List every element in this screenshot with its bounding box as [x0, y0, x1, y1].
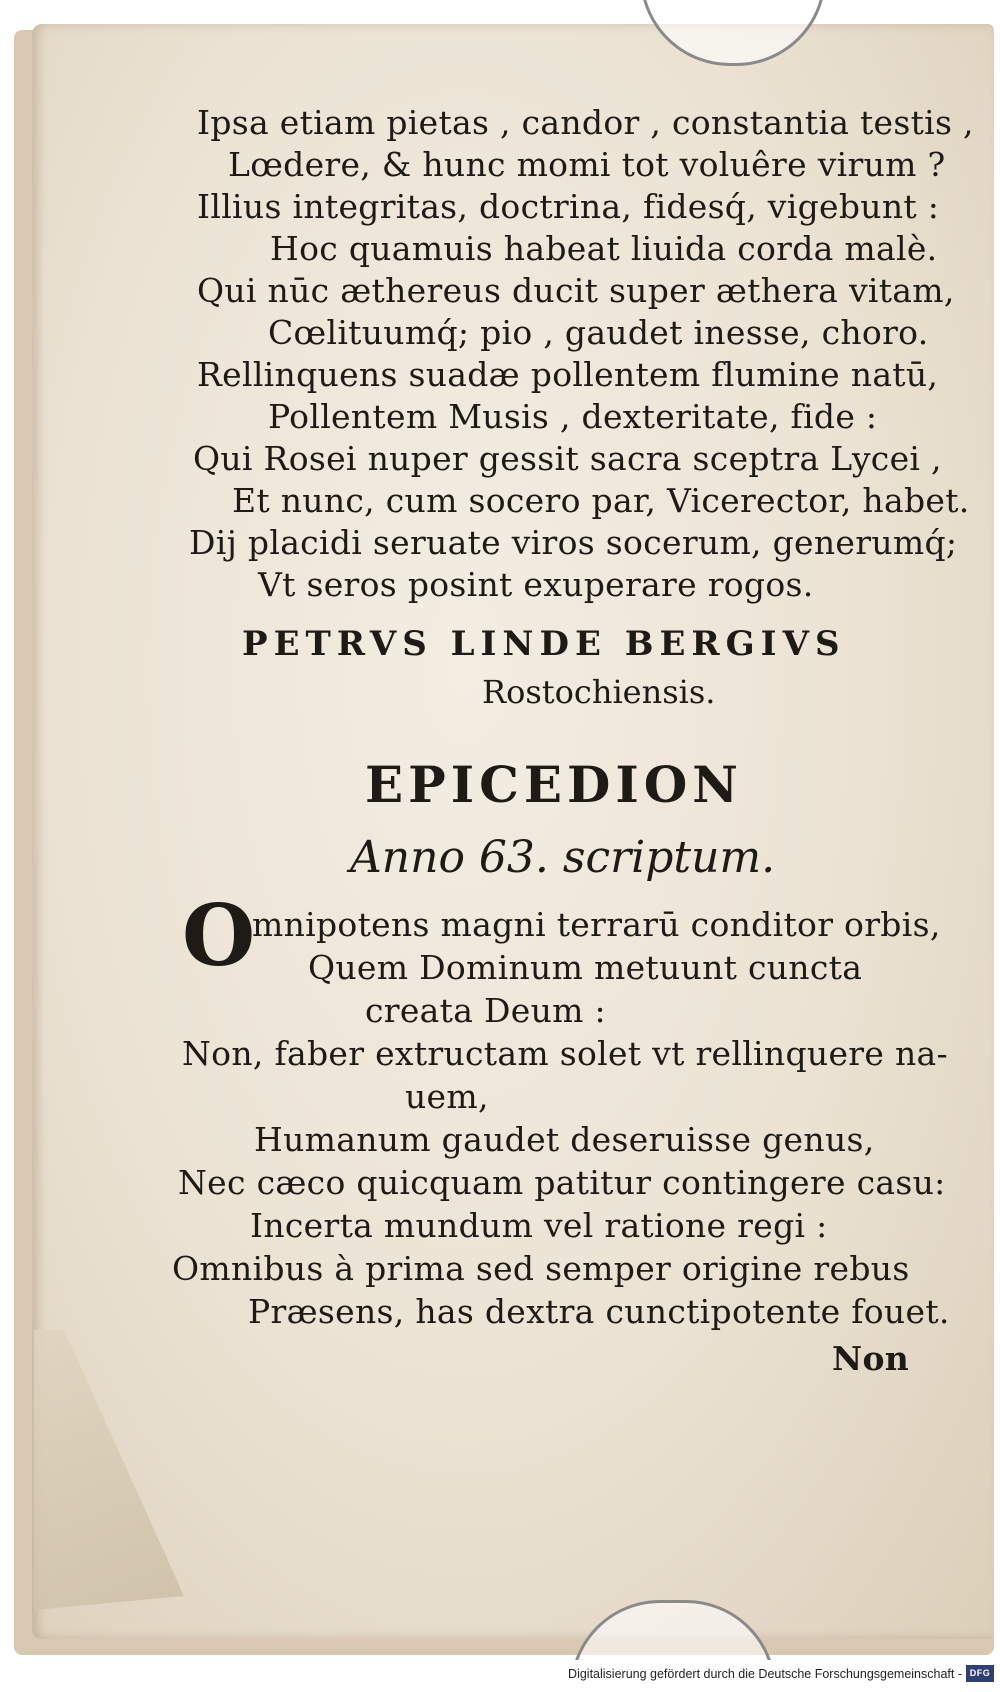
catchword: Non [832, 1339, 910, 1378]
poem-line: Lœdere, & hunc momi tot voluêre virum ? [228, 145, 946, 184]
poem-line: Pollentem Musis , dexteritate, fide : [268, 397, 878, 436]
poem-line: Nec cæco quicquam patitur contingere casu: [178, 1163, 946, 1202]
poem-line: Ipsa etiam pietas , candor , constantia testis , [197, 103, 974, 142]
digitization-footer [0, 1660, 1000, 1692]
poem-line: creata Deum : [365, 991, 606, 1030]
author-place: Rostochiensis. [482, 673, 716, 711]
poem-line: Incerta mundum vel ratione regi : [250, 1206, 828, 1245]
poem-line: Dij placidi seruate viros socerum, generumq́; [189, 523, 958, 562]
dfg-logo: DFG [966, 1665, 994, 1682]
poem-line: Hoc quamuis habeat liuida corda malè. [270, 229, 938, 268]
section-subtitle: Anno 63. scriptum. [350, 832, 776, 883]
section-title: EPICEDION [365, 755, 744, 814]
poem-line: mnipotens magni terrarū conditor orbis, [252, 905, 941, 944]
poem-line: Illius integritas, doctrina, fidesq́, vigebunt : [197, 187, 940, 226]
poem-line: Et nunc, cum socero par, Vicerector, habet. [232, 481, 970, 520]
poem-line: uem, [405, 1077, 489, 1116]
drop-capital: O [182, 886, 256, 985]
poem-line: Quem Dominum metuunt cuncta [308, 948, 863, 987]
poem-line: Præsens, has dextra cunctipotente fouet. [248, 1292, 950, 1331]
poem-line: Omnibus à prima sed semper origine rebus [172, 1249, 910, 1288]
poem-line: Qui nūc æthereus ducit super æthera vitam, [197, 271, 955, 310]
poem-line: Rellinquens suadæ pollentem flumine natū, [197, 355, 939, 394]
poem-line: Humanum gaudet deseruisse genus, [254, 1120, 875, 1159]
author-signature: PETRVS LINDE BERGIVS [242, 624, 846, 664]
poem-line: Cœlituumq́; pio , gaudet inesse, choro. [268, 313, 929, 352]
poem-line: Non, faber extructam solet vt rellinquere na- [182, 1034, 948, 1073]
poem-line: Vt seros posint exuperare rogos. [258, 565, 814, 604]
funding-credit: Digitalisierung gefördert durch die Deutsche Forschungsgemeinschaft - [568, 1667, 962, 1681]
poem-line: Qui Rosei nuper gessit sacra sceptra Lycei , [193, 439, 942, 478]
